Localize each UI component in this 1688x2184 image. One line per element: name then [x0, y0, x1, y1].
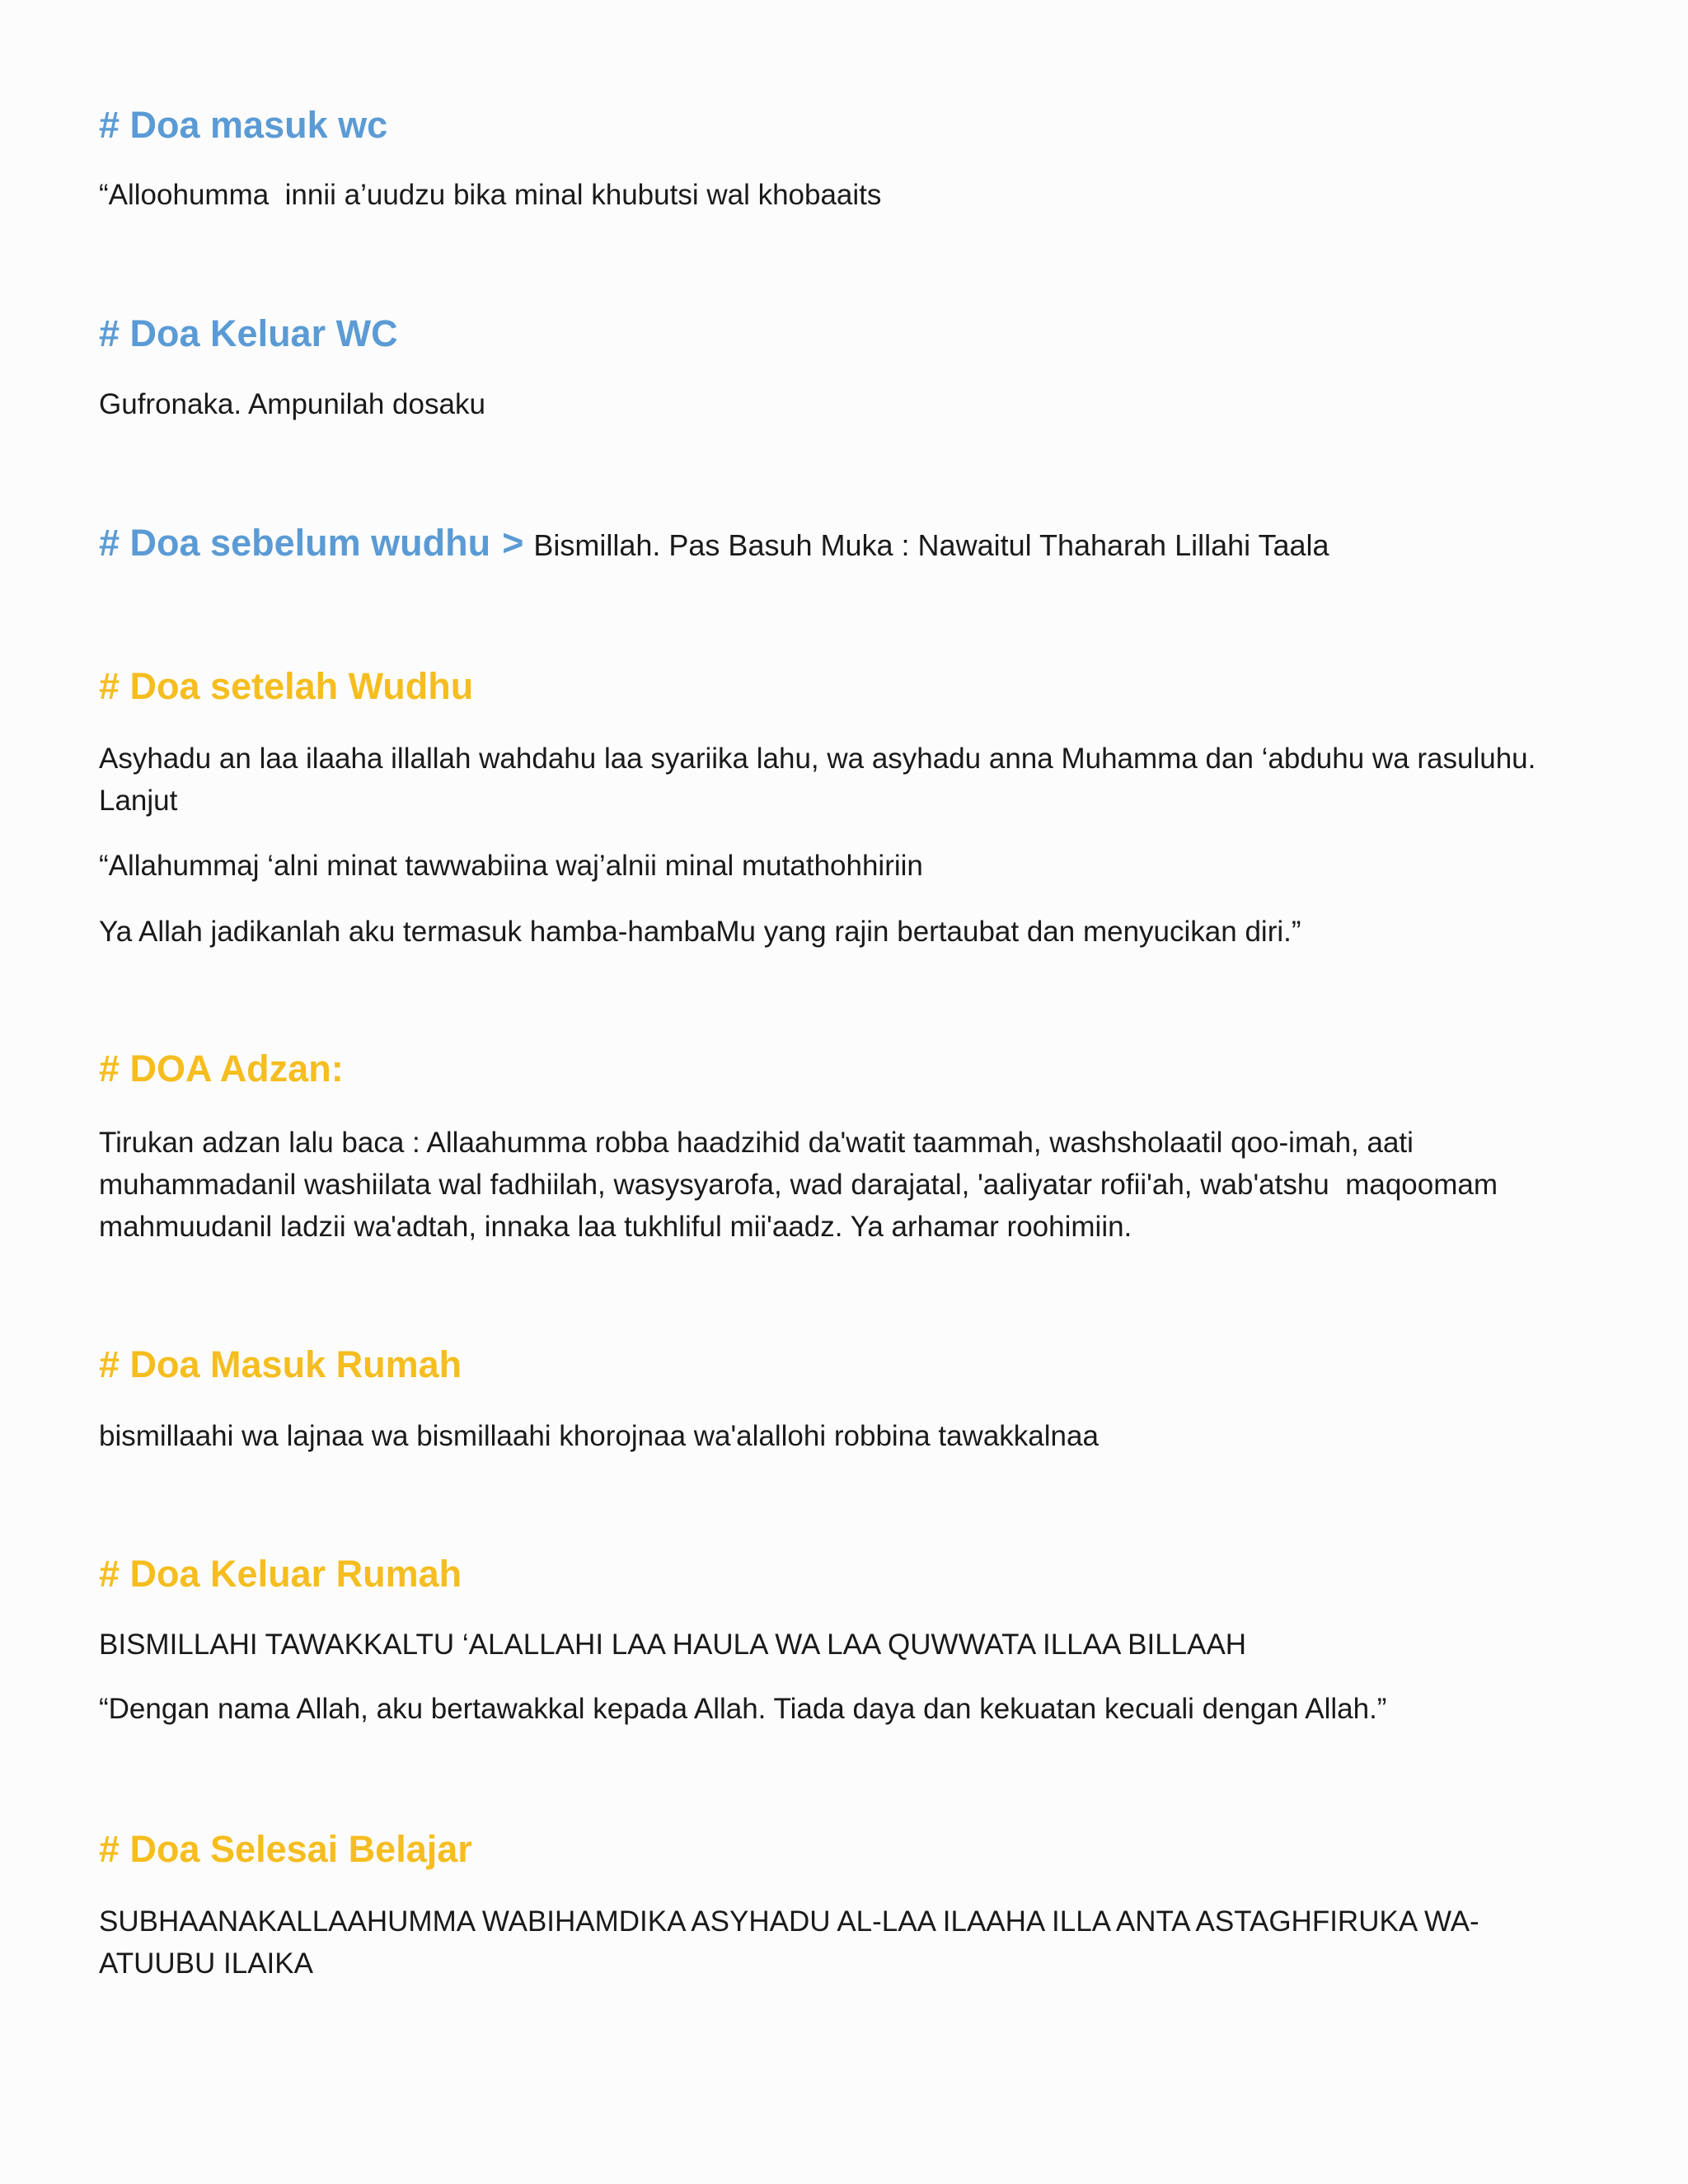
- text-doa-keluar-wc: Gufronaka. Ampunilah dosaku: [99, 388, 485, 420]
- text-doa-keluar-rumah-arabic: BISMILLAHI TAWAKKALTU ‘ALALLAHI LAA HAULA WA LAA QUWWATA ILLAA BILLAAH: [99, 1629, 1247, 1661]
- text-doa-adzan: Tirukan adzan lalu baca : Allaahumma robba haadzihid da'watit taammah, washsholaatil qoo-imah, aati muhammadanil washiilata wal fadhiilah, wasysyarofa, wad darajatal, 'aaliyatar rofii'ah, wab'atshu maqoomam mahmuudanil ladzii wa'adtah, innaka laa tukhliful mii'aadz. Ya arhamar roohimiin.: [99, 1127, 1498, 1243]
- text-doa-setelah-wudhu-arabic: “Allahummaj ‘alni minat tawwabiina waj’alnii minal mutathohhiriin: [99, 850, 923, 882]
- heading-doa-masuk-wc: # Doa masuk wc: [99, 104, 388, 146]
- text-doa-masuk-wc: “Alloohumma innii a’uudzu bika minal khubutsi wal khobaaits: [99, 179, 882, 211]
- heading-title: # Doa sebelum wudhu: [99, 522, 491, 564]
- heading-doa-keluar-rumah: # Doa Keluar Rumah: [99, 1553, 462, 1595]
- arrow-marker: >: [502, 522, 524, 564]
- text-doa-sebelum-wudhu: Bismillah. Pas Basuh Muka : Nawaitul Thaharah Lillahi Taala: [533, 528, 1329, 562]
- text-doa-setelah-wudhu-syahadat: Asyhadu an laa ilaaha illallah wahdahu laa syariika lahu, wa asyhadu anna Muhamma dan ‘abduhu wa rasuluhu. Lanjut: [99, 743, 1536, 817]
- heading-doa-selesai-belajar: # Doa Selesai Belajar: [99, 1828, 472, 1870]
- heading-doa-masuk-rumah: # Doa Masuk Rumah: [99, 1343, 462, 1385]
- heading-doa-adzan: # DOA Adzan:: [99, 1047, 344, 1090]
- text-doa-selesai-belajar: SUBHAANAKALLAAHUMMA WABIHAMDIKA ASYHADU AL-LAA ILAAHA ILLA ANTA ASTAGHFIRUKA WA- ATUUBU ILAIKA: [99, 1905, 1479, 1980]
- heading-doa-keluar-wc: # Doa Keluar WC: [99, 312, 398, 354]
- text-doa-setelah-wudhu-translation: Ya Allah jadikanlah aku termasuk hamba-hambaMu yang rajin bertaubat dan menyucikan diri.”: [99, 916, 1301, 948]
- heading-doa-setelah-wudhu: # Doa setelah Wudhu: [99, 665, 474, 707]
- text-doa-masuk-rumah: bismillaahi wa lajnaa wa bismillaahi khorojnaa wa'alallohi robbina tawakkalnaa: [99, 1420, 1099, 1452]
- heading-doa-sebelum-wudhu: [99, 520, 1329, 569]
- text-doa-keluar-rumah-translation: “Dengan nama Allah, aku bertawakkal kepada Allah. Tiada daya dan kekuatan kecuali dengan Allah.”: [99, 1693, 1387, 1725]
